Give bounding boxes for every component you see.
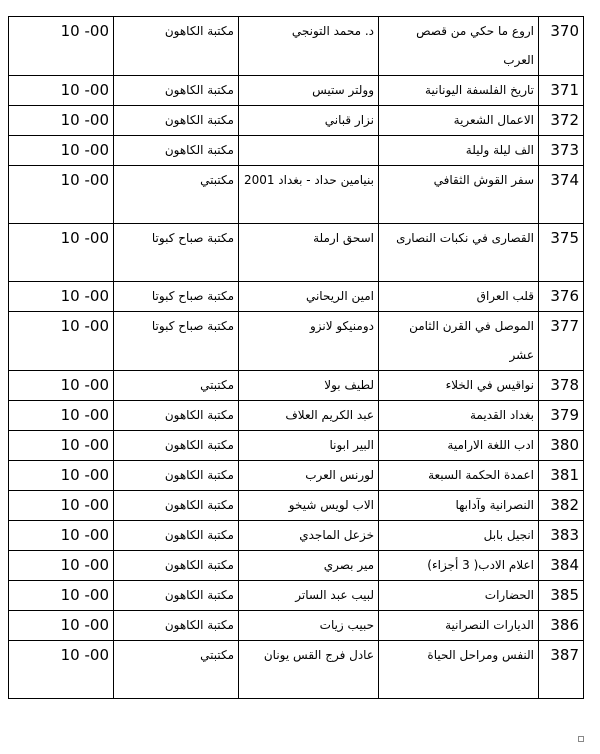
table-row bbox=[9, 401, 584, 431]
book-source: مكتبة صباح كبوتا bbox=[114, 282, 239, 312]
table-row bbox=[9, 551, 584, 581]
book-source: مكتبة الكاهون bbox=[114, 431, 239, 461]
book-author: اسحق ارملة bbox=[239, 224, 379, 282]
time-value: 10 -00 bbox=[9, 136, 114, 166]
book-title: انجيل بابل bbox=[379, 521, 539, 551]
book-author: نزار قباني bbox=[239, 106, 379, 136]
book-title: ادب اللغة الارامية bbox=[379, 431, 539, 461]
book-table-body bbox=[9, 17, 584, 699]
book-author: لورنس العرب bbox=[239, 461, 379, 491]
book-author: البير ابونا bbox=[239, 431, 379, 461]
book-title: الديارات النصرانية bbox=[379, 611, 539, 641]
row-number: 384 bbox=[539, 551, 584, 581]
book-title: بغداد القديمة bbox=[379, 401, 539, 431]
row-number: 387 bbox=[539, 641, 584, 699]
table-row bbox=[9, 371, 584, 401]
time-value: 10 -00 bbox=[9, 312, 114, 371]
book-source: مكتبتي bbox=[114, 641, 239, 699]
time-value: 10 -00 bbox=[9, 166, 114, 224]
book-source: مكتبة الكاهون bbox=[114, 611, 239, 641]
time-value: 10 -00 bbox=[9, 641, 114, 699]
table-row bbox=[9, 106, 584, 136]
book-source: مكتبة الكاهون bbox=[114, 521, 239, 551]
table-row bbox=[9, 136, 584, 166]
book-source: مكتبة الكاهون bbox=[114, 76, 239, 106]
book-author: لطيف بولا bbox=[239, 371, 379, 401]
book-author: مير بصري bbox=[239, 551, 379, 581]
time-value: 10 -00 bbox=[9, 581, 114, 611]
book-author: الاب لويس شيخو bbox=[239, 491, 379, 521]
book-author: خزعل الماجدي bbox=[239, 521, 379, 551]
row-number: 371 bbox=[539, 76, 584, 106]
book-title: قلب العراق bbox=[379, 282, 539, 312]
table-row bbox=[9, 282, 584, 312]
table-end-marker bbox=[578, 736, 584, 742]
table-row bbox=[9, 461, 584, 491]
book-source: مكتبتي bbox=[114, 371, 239, 401]
row-number: 372 bbox=[539, 106, 584, 136]
time-value: 10 -00 bbox=[9, 521, 114, 551]
book-author: د. محمد التونجي bbox=[239, 17, 379, 76]
book-source: مكتبة الكاهون bbox=[114, 136, 239, 166]
row-number: 381 bbox=[539, 461, 584, 491]
row-number: 385 bbox=[539, 581, 584, 611]
time-value: 10 -00 bbox=[9, 371, 114, 401]
row-number: 380 bbox=[539, 431, 584, 461]
book-source: مكتبة الكاهون bbox=[114, 17, 239, 76]
table-row bbox=[9, 431, 584, 461]
table-row bbox=[9, 312, 584, 371]
book-source: مكتبة صباح كبوتا bbox=[114, 224, 239, 282]
book-source: مكتبتي bbox=[114, 166, 239, 224]
book-title: اعلام الادب( 3 أجزاء) bbox=[379, 551, 539, 581]
book-author: عبد الكريم العلاف bbox=[239, 401, 379, 431]
table-row bbox=[9, 224, 584, 282]
book-source: مكتبة صباح كبوتا bbox=[114, 312, 239, 371]
time-value: 10 -00 bbox=[9, 76, 114, 106]
book-title: الف ليلة وليلة bbox=[379, 136, 539, 166]
row-number: 376 bbox=[539, 282, 584, 312]
book-author: لبيب عبد الساتر bbox=[239, 581, 379, 611]
row-number: 382 bbox=[539, 491, 584, 521]
book-author bbox=[239, 136, 379, 166]
table-row bbox=[9, 641, 584, 699]
book-title: القصارى في نكبات النصارى bbox=[379, 224, 539, 282]
row-number: 370 bbox=[539, 17, 584, 76]
row-number: 374 bbox=[539, 166, 584, 224]
book-source: مكتبة الكاهون bbox=[114, 581, 239, 611]
book-source: مكتبة الكاهون bbox=[114, 551, 239, 581]
book-title: الاعمال الشعرية bbox=[379, 106, 539, 136]
row-number: 379 bbox=[539, 401, 584, 431]
table-row bbox=[9, 611, 584, 641]
book-title: سفر القوش الثقافي bbox=[379, 166, 539, 224]
table-row bbox=[9, 521, 584, 551]
row-number: 386 bbox=[539, 611, 584, 641]
book-source: مكتبة الكاهون bbox=[114, 401, 239, 431]
book-title: الحضارات bbox=[379, 581, 539, 611]
row-number: 383 bbox=[539, 521, 584, 551]
time-value: 10 -00 bbox=[9, 282, 114, 312]
book-author: عادل فرج القس يونان bbox=[239, 641, 379, 699]
table-row bbox=[9, 17, 584, 76]
book-title: نواقيس في الخلاء bbox=[379, 371, 539, 401]
book-title: تاريخ الفلسفة اليونانية bbox=[379, 76, 539, 106]
time-value: 10 -00 bbox=[9, 224, 114, 282]
book-source: مكتبة الكاهون bbox=[114, 461, 239, 491]
table-row bbox=[9, 491, 584, 521]
book-title: النصرانية وآدابها bbox=[379, 491, 539, 521]
book-author: بنيامين حداد - بغداد 2001 bbox=[239, 166, 379, 224]
time-value: 10 -00 bbox=[9, 431, 114, 461]
book-author: حبيب زيات bbox=[239, 611, 379, 641]
row-number: 378 bbox=[539, 371, 584, 401]
book-title: اروع ما حكي من قصص العرب bbox=[379, 17, 539, 76]
book-author: دومنيكو لانزو bbox=[239, 312, 379, 371]
book-title: الموصل في القرن الثامن عشر bbox=[379, 312, 539, 371]
table-row bbox=[9, 581, 584, 611]
row-number: 373 bbox=[539, 136, 584, 166]
book-source: مكتبة الكاهون bbox=[114, 106, 239, 136]
book-title: النفس ومراحل الحياة bbox=[379, 641, 539, 699]
table-row bbox=[9, 76, 584, 106]
table-row bbox=[9, 166, 584, 224]
book-author: وولتر ستيس bbox=[239, 76, 379, 106]
book-title: اعمدة الحكمة السبعة bbox=[379, 461, 539, 491]
book-author: امين الريحاني bbox=[239, 282, 379, 312]
time-value: 10 -00 bbox=[9, 106, 114, 136]
row-number: 377 bbox=[539, 312, 584, 371]
row-number: 375 bbox=[539, 224, 584, 282]
time-value: 10 -00 bbox=[9, 461, 114, 491]
time-value: 10 -00 bbox=[9, 401, 114, 431]
time-value: 10 -00 bbox=[9, 491, 114, 521]
time-value: 10 -00 bbox=[9, 551, 114, 581]
time-value: 10 -00 bbox=[9, 17, 114, 76]
book-source: مكتبة الكاهون bbox=[114, 491, 239, 521]
book-table bbox=[8, 16, 584, 699]
time-value: 10 -00 bbox=[9, 611, 114, 641]
